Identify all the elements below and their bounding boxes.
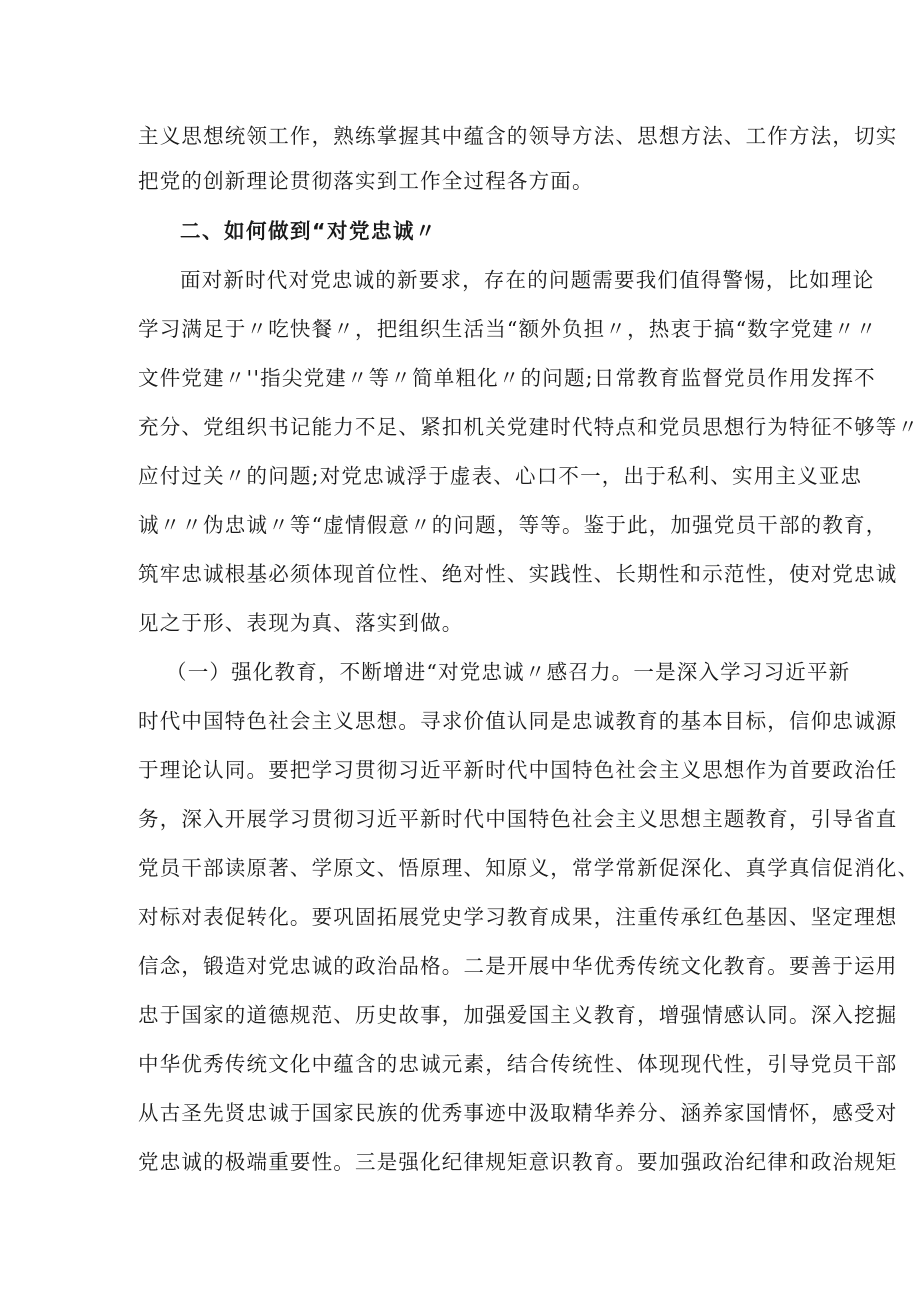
text-line: 忠于国家的道德规范、历史故事，加强爱国主义教育，增强情感认同。深入挖掘 [138, 1003, 898, 1027]
text-line: 把党的创新理论贯彻落实到工作全过程各方面。 [138, 169, 594, 193]
text-line: 对标对表促转化。要巩固拓展党史学习教育成果，注重传承红色基因、坚定理想 [138, 905, 898, 929]
text-line: 诚〃〃伪忠诚〃等“虚情假意〃的问题，等等。鉴于此，加强党员干部的教育， [138, 513, 888, 537]
text-line: 中华优秀传统文化中蕴含的忠诚元素，结合传统性、体现现代性，引导党员干部 [138, 1052, 898, 1076]
text-line: 从古圣先贤忠诚于国家民族的优秀事迹中汲取精华养分、涵养家国情怀，感受对 [138, 1101, 898, 1125]
text-line: 充分、党组织书记能力不足、紧扣机关党建时代特点和党员思想行为特征不够等〃 [138, 415, 920, 439]
text-line: 学习满足于〃吃快餐〃，把组织生活当“额外负担〃，热衷于搞“数字党建〃〃 [138, 317, 878, 341]
text-line: 信念，锻造对党忠诚的政治品格。二是开展中华优秀传统文化教育。要善于运用 [138, 954, 898, 978]
text-line: 文件党建〃''指尖党建〃等〃简单粗化〃的问题;日常教育监督党员作用发挥不 [138, 366, 876, 390]
section-heading: 二、如何做到“对党忠诚〃 [180, 219, 437, 243]
text-line: 于理论认同。要把学习贯彻习近平新时代中国特色社会主义思想作为首要政治任 [138, 758, 898, 782]
text-line: 筑牢忠诚根基必须体现首位性、绝对性、实践性、长期性和示范性，使对党忠诚 [138, 562, 898, 586]
text-line: 党员干部读原著、学原文、悟原理、知原义，常学常新促深化、真学真信促消化、 [138, 856, 920, 880]
text-line: 党忠诚的极端重要性。三是强化纪律规矩意识教育。要加强政治纪律和政治规矩 [138, 1150, 898, 1174]
subsection-first-line: （一）强化教育，不断增进“对党忠诚〃感召力。一是深入学习习近平新 [166, 660, 851, 684]
paragraph-first-line: 面对新时代对党忠诚的新要求，存在的问题需要我们值得警惕，比如理论 [180, 268, 875, 292]
text-line: 务，深入开展学习贯彻习近平新时代中国特色社会主义思想主题教育，引导省直 [138, 807, 898, 831]
text-line: 应付过关〃的问题;对党忠诚浮于虚表、心口不一，出于私利、实用主义亚忠 [138, 464, 863, 488]
text-line: 时代中国特色社会主义思想。寻求价值认同是忠诚教育的基本目标，信仰忠诚源 [138, 709, 898, 733]
text-line: 主义思想统领工作，熟练掌握其中蕴含的领导方法、思想方法、工作方法，切实 [138, 124, 898, 148]
text-line: 见之于形、表现为真、落实到做。 [138, 611, 464, 635]
